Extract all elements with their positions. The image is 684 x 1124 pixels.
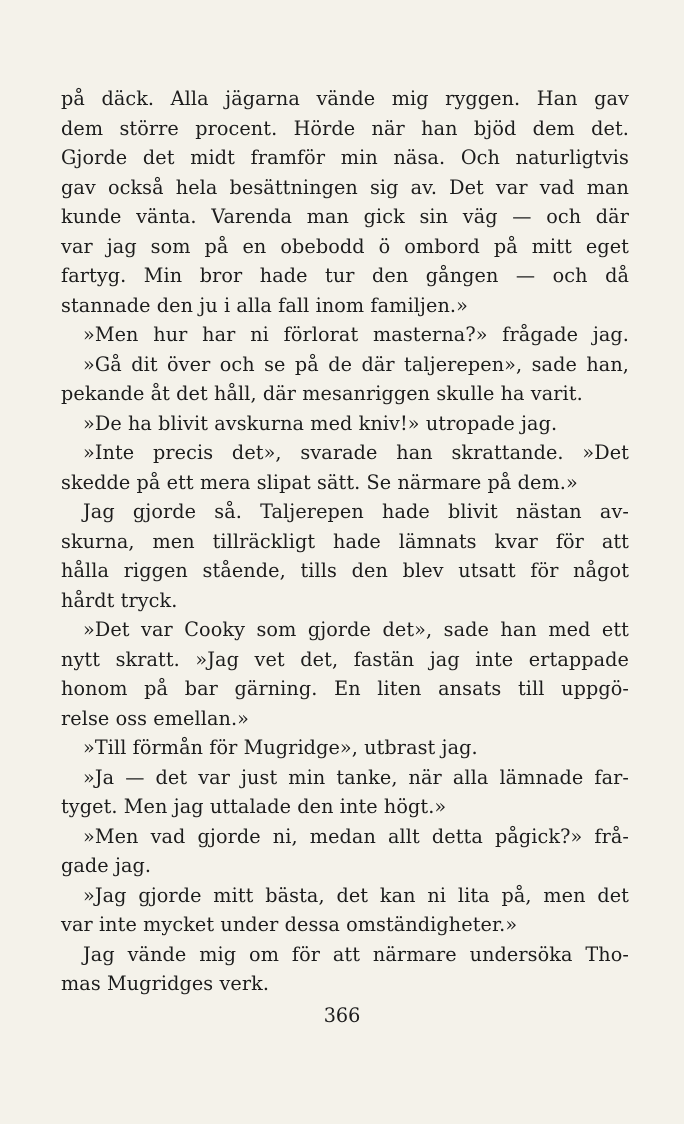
- text-line: mas Mugridges verk.: [61, 972, 270, 995]
- text-line: hålla riggen stående, tills den blev utsatt för något: [61, 559, 629, 582]
- text-line: fartyg. Min bror hade tur den gången — och då: [61, 264, 629, 287]
- text-line: dem större procent. Hörde när han bjöd dem det.: [61, 116, 629, 140]
- text-line: kunde vänta. Varenda man gick sin väg — och där: [61, 205, 629, 228]
- text-line: gav också hela besättningen sig av. Det var vad man: [61, 175, 629, 199]
- text-line: Gjorde det midt framför min näsa. Och naturligtvis: [61, 146, 629, 169]
- page-number: 366: [323, 1004, 361, 1027]
- text-line: var inte mycket under dessa omständigheter.»: [61, 913, 518, 936]
- text-line: »Jag gjorde mitt bästa, det kan ni lita på, men det: [83, 883, 629, 907]
- text-line: »Till förmån för Mugridge», utbrast jag.: [83, 736, 478, 759]
- text-line: pekande åt det håll, där mesanriggen skulle ha varit.: [61, 382, 583, 405]
- text-line: »Inte precis det», svarade han skrattande. »Det: [83, 441, 629, 464]
- text-line: på däck. Alla jägarna vände mig ryggen. Han gav: [61, 87, 629, 110]
- text-line: var jag som på en obebodd ö ombord på mitt eget: [61, 234, 629, 258]
- text-line: »Men vad gjorde ni, medan allt detta pågick?» frå-: [83, 824, 629, 848]
- text-line: nytt skratt. »Jag vet det, fastän jag inte ertappade: [61, 647, 629, 671]
- text-line: hårdt tryck.: [61, 588, 178, 612]
- text-line: skedde på ett mera slipat sätt. Se närmare på dem.»: [61, 470, 578, 494]
- text-line: »Gå dit över och se på de där taljerepen», sade han,: [83, 352, 629, 376]
- text-line: gade jag.: [61, 854, 152, 877]
- text-line: stannade den ju i alla fall inom familjen.»: [61, 293, 468, 317]
- text-line: tyget. Men jag uttalade den inte högt.»: [61, 795, 447, 818]
- text-line: »Ja — det var just min tanke, när alla lämnade far-: [83, 765, 629, 789]
- text-line: »De ha blivit avskurna med kniv!» utropade jag.: [83, 411, 558, 435]
- text-line: Jag vände mig om för att närmare undersöka Tho-: [83, 942, 629, 966]
- text-line: »Men hur har ni förlorat masterna?» frågade jag.: [83, 323, 629, 346]
- text-line: honom på bar gärning. En liten ansats till uppgö-: [61, 677, 629, 700]
- text-line: Jag gjorde så. Taljerepen hade blivit nästan av-: [83, 500, 629, 523]
- text-line: »Det var Cooky som gjorde det», sade han med ett: [83, 618, 629, 641]
- page-text: [61, 84, 629, 999]
- text-line: relse oss emellan.»: [61, 706, 250, 730]
- text-line: skurna, men tillräckligt hade lämnats kvar för att: [61, 529, 629, 553]
